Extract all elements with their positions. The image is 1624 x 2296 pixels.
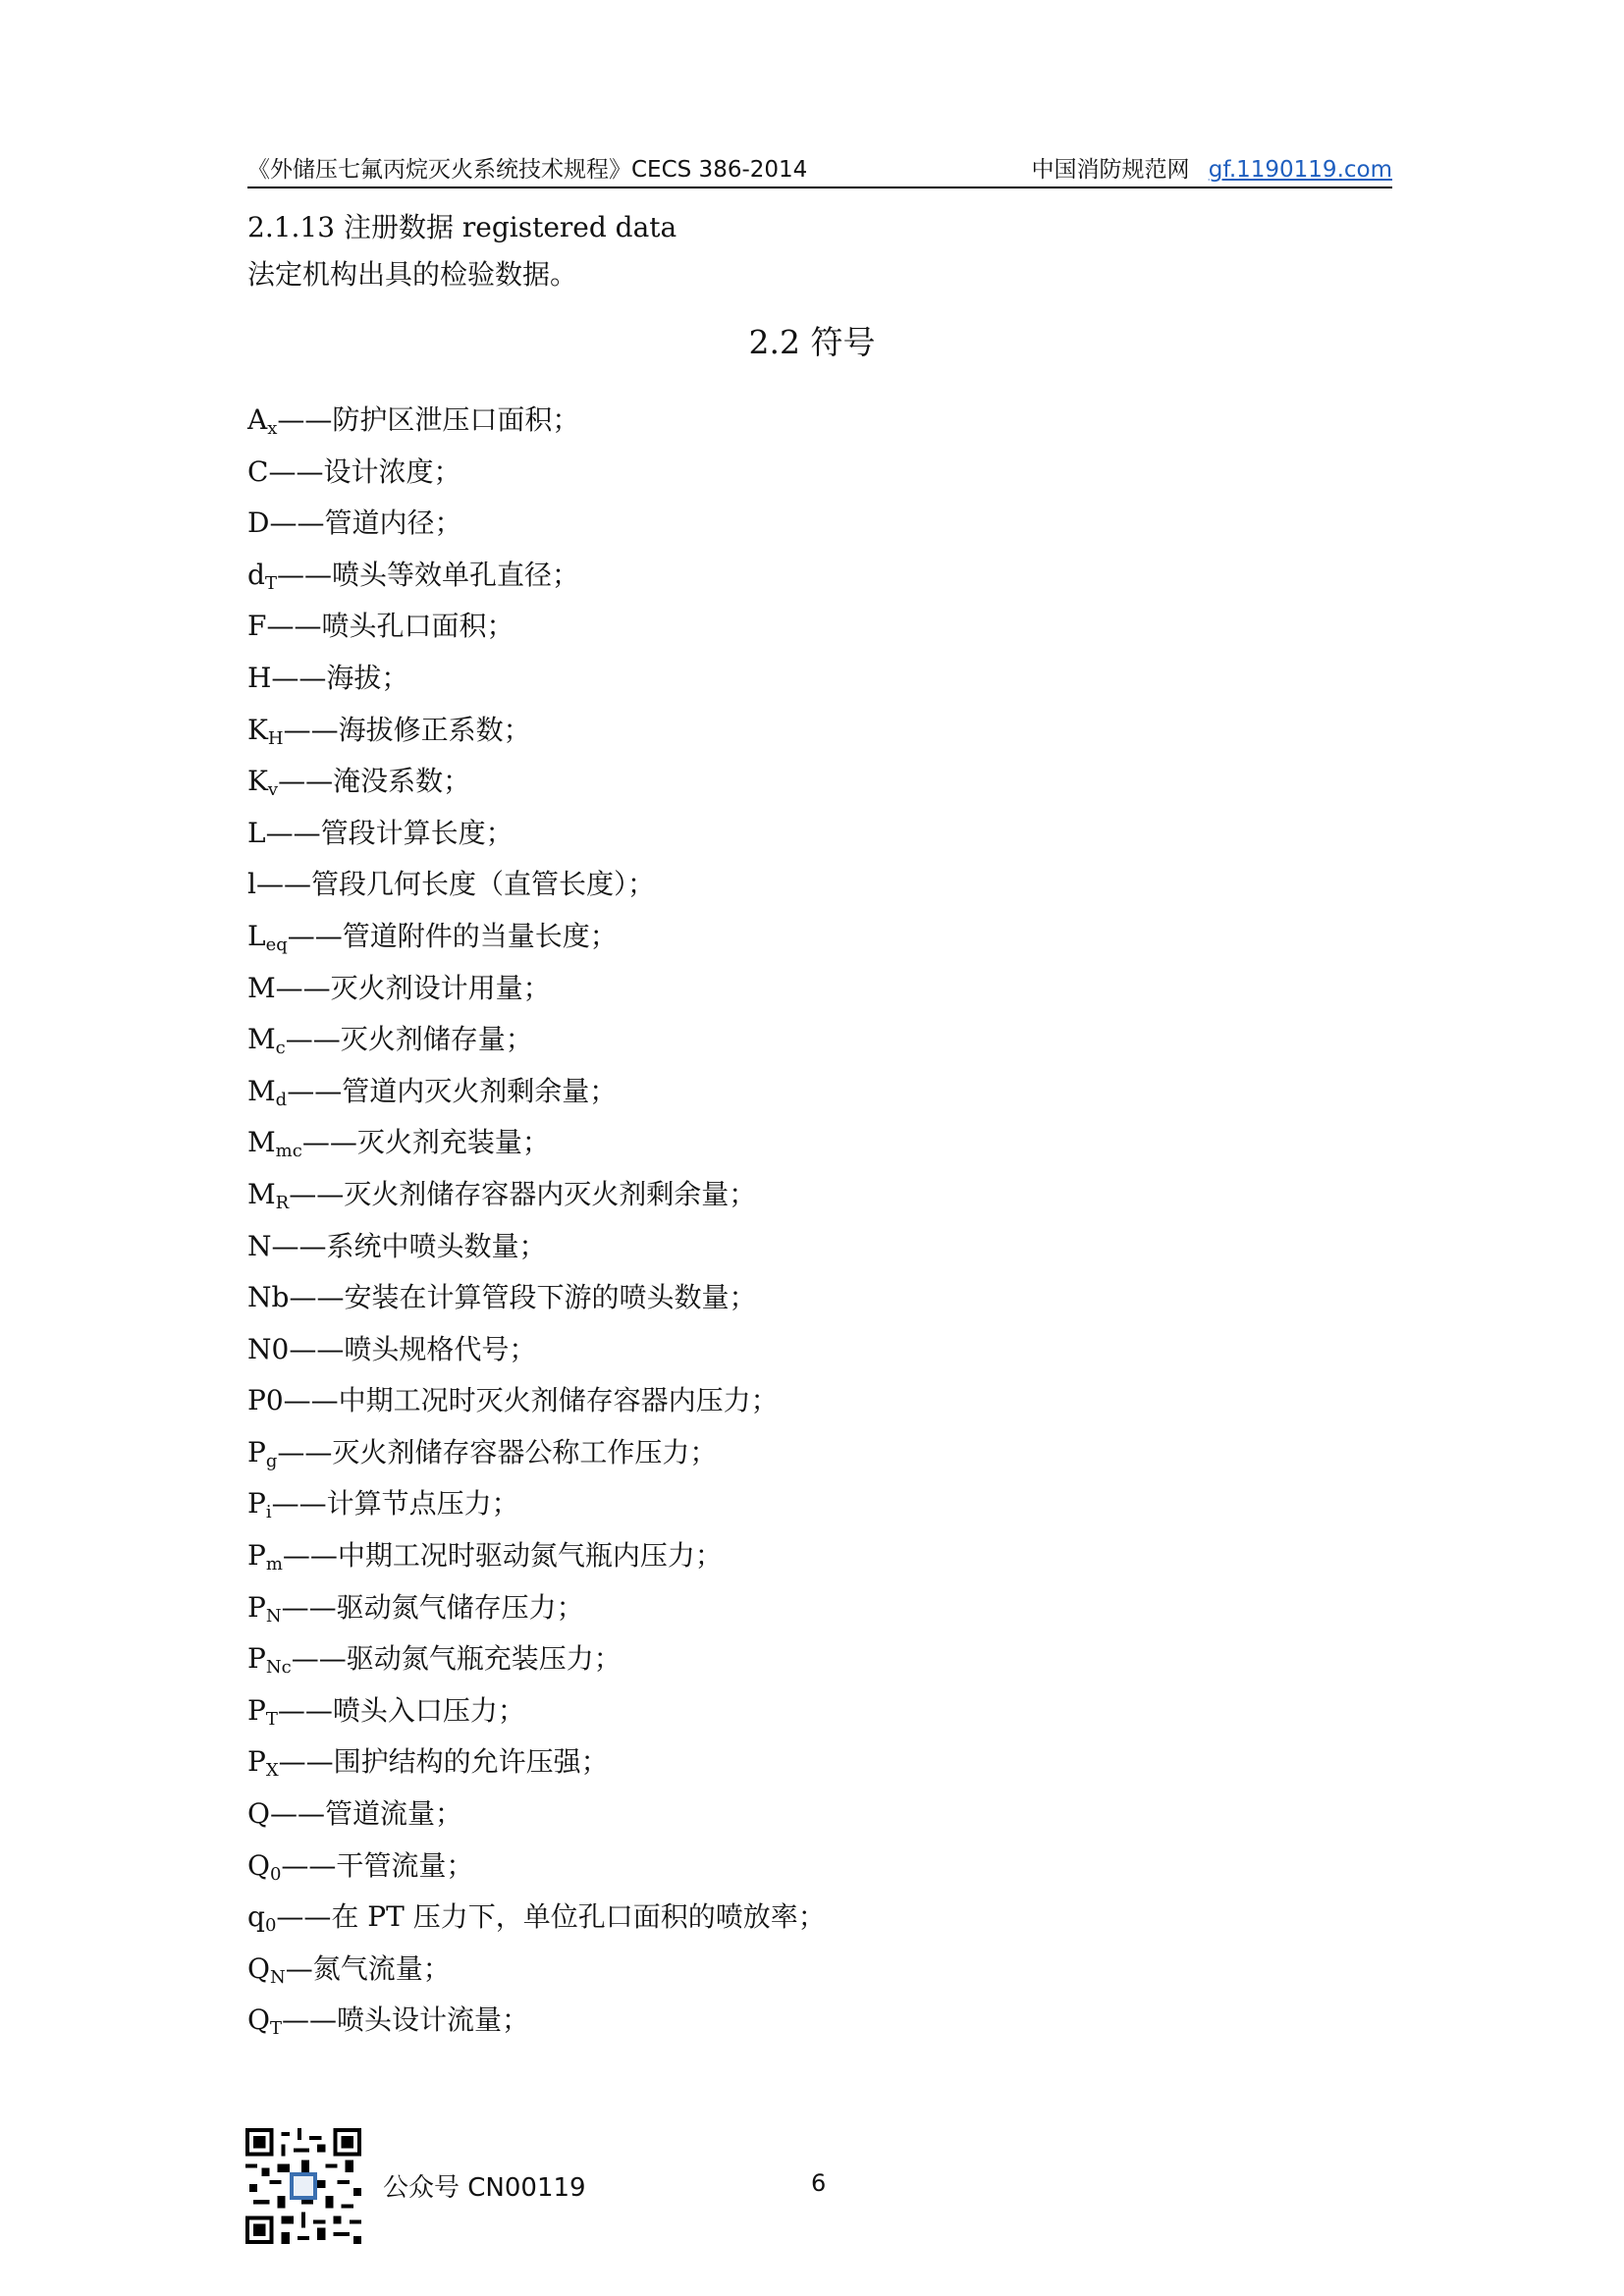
- symbol-letter: A: [247, 403, 268, 436]
- symbol-letter: D: [247, 507, 270, 540]
- qr-code-icon: [245, 2128, 361, 2244]
- symbol-letter: Q: [247, 1797, 270, 1831]
- symbol-letter: Q: [247, 1951, 270, 1985]
- symbol-item: [247, 395, 826, 447]
- section-title: 2.2 符号: [748, 323, 876, 361]
- symbol-letter: P: [247, 1590, 266, 1624]
- symbol-item: [247, 1272, 826, 1324]
- symbol-subscript: m: [265, 1554, 283, 1575]
- symbol-letter: l: [247, 868, 256, 901]
- symbol-letter: M: [247, 1023, 276, 1056]
- symbol-description: ——在 PT 压力下，单位孔口面积的喷放率；: [276, 1900, 826, 1934]
- symbol-description: ——灭火剂充装量；: [301, 1126, 550, 1159]
- symbol-letter: C: [247, 454, 269, 488]
- symbol-description: ——管道内灭火剂剩余量；: [287, 1074, 618, 1107]
- symbol-item: [247, 447, 826, 499]
- symbol-item: [247, 963, 826, 1015]
- symbol-letter: M: [247, 971, 276, 1004]
- symbol-letter: F: [247, 610, 267, 643]
- symbol-letter: M: [247, 1177, 276, 1210]
- symbol-letter: N0: [247, 1332, 290, 1365]
- symbol-subscript: T: [269, 2018, 282, 2040]
- symbol-letter: Q: [247, 1848, 270, 1882]
- symbol-item: [247, 1066, 826, 1118]
- clause-heading: 2.1.13 注册数据 registered data: [247, 211, 677, 243]
- symbol-subscript: x: [267, 418, 278, 439]
- symbol-item: [247, 1478, 826, 1530]
- symbol-description: ——设计浓度；: [268, 454, 461, 488]
- symbol-description: ——喷头入口压力；: [277, 1693, 525, 1727]
- symbol-description: ——驱动氮气瓶充装压力；: [291, 1642, 622, 1676]
- symbol-item: [247, 1530, 826, 1582]
- symbol-letter: K: [247, 713, 268, 746]
- symbol-item: [247, 1841, 826, 1893]
- symbol-letter: q: [247, 1900, 265, 1934]
- symbol-item: [247, 498, 826, 550]
- symbol-subscript: H: [267, 727, 284, 749]
- symbol-item: [247, 1892, 826, 1944]
- symbol-subscript: i: [265, 1502, 272, 1523]
- wechat-account: 公众号 CN00119: [383, 2173, 586, 2203]
- symbol-item: [247, 601, 826, 653]
- symbol-item: [247, 1169, 826, 1221]
- site-link[interactable]: gf.1190119.com: [1208, 157, 1392, 183]
- symbol-description: ——管段计算长度；: [265, 816, 514, 849]
- symbol-subscript: Nc: [265, 1657, 292, 1679]
- symbol-subscript: T: [265, 1708, 278, 1730]
- symbol-subscript: 0: [269, 1863, 282, 1885]
- symbol-subscript: X: [265, 1760, 279, 1782]
- symbol-item: [247, 1375, 826, 1427]
- symbol-item: [247, 1582, 826, 1634]
- symbol-item: [247, 1736, 826, 1789]
- symbol-item: [247, 705, 826, 757]
- symbol-item: [247, 1944, 826, 1996]
- symbol-description: ——管道附件的当量长度；: [287, 919, 618, 952]
- symbol-description: ——计算节点压力；: [271, 1487, 519, 1521]
- symbol-description: ——海拔修正系数；: [283, 713, 531, 746]
- symbol-description: ——干管流量；: [281, 1848, 474, 1882]
- symbol-description: ——驱动氮气储存压力；: [281, 1590, 584, 1624]
- symbol-item: [247, 808, 826, 860]
- symbol-letter: P: [247, 1642, 266, 1676]
- symbol-description: ——灭火剂设计用量；: [275, 971, 551, 1004]
- symbol-item: [247, 1324, 826, 1376]
- symbol-letter: Q: [247, 2003, 270, 2037]
- symbol-letter: d: [247, 558, 265, 591]
- symbol-letter: N: [247, 1229, 272, 1262]
- symbol-item: [247, 756, 826, 808]
- symbol-letter: K: [247, 765, 268, 798]
- symbol-item: [247, 1014, 826, 1066]
- symbol-description: ——中期工况时驱动氮气瓶内压力；: [282, 1539, 723, 1573]
- document-title: 《外储压七氟丙烷灭火系统技术规程》CECS 386-2014: [247, 157, 808, 183]
- symbol-description: ——海拔；: [271, 661, 409, 694]
- symbol-subscript: T: [264, 572, 277, 594]
- symbol-letter: H: [247, 661, 272, 694]
- symbol-subscript: mc: [275, 1141, 302, 1162]
- symbol-item: [247, 911, 826, 963]
- symbol-letter: P: [247, 1745, 266, 1779]
- symbol-subscript: d: [275, 1089, 288, 1110]
- symbol-description: ——管道内径；: [269, 507, 462, 540]
- symbol-item: [247, 1789, 826, 1841]
- symbol-letter: P0: [247, 1384, 284, 1417]
- symbol-letter: L: [247, 816, 266, 849]
- symbol-subscript: R: [275, 1192, 290, 1213]
- page-number: 6: [811, 2169, 827, 2197]
- symbol-description: —氮气流量；: [285, 1951, 451, 1985]
- symbol-item: [247, 1685, 826, 1737]
- symbol-subscript: N: [265, 1605, 282, 1627]
- symbol-description: ——淹没系数；: [278, 765, 471, 798]
- symbol-item: [247, 1633, 826, 1685]
- symbol-item: [247, 1427, 826, 1479]
- symbol-description: ——中期工况时灭火剂储存容器内压力；: [283, 1384, 779, 1417]
- symbol-item: [247, 653, 826, 705]
- symbol-item: [247, 859, 826, 911]
- symbol-description: ——灭火剂储存容器内灭火剂剩余量；: [289, 1177, 757, 1210]
- symbol-item: [247, 550, 826, 602]
- symbol-letter: P: [247, 1693, 266, 1727]
- site-info: [1031, 153, 1392, 187]
- symbol-item: [247, 1221, 826, 1273]
- symbol-description: ——喷头设计流量；: [281, 2003, 529, 2037]
- symbol-letter: M: [247, 1126, 276, 1159]
- symbol-description: ——管道流量；: [269, 1797, 462, 1831]
- symbol-description: ——围护结构的允许压强；: [278, 1745, 609, 1779]
- symbol-description: ——喷头等效单孔直径；: [276, 558, 579, 591]
- clause-text: 法定机构出具的检验数据。: [247, 258, 578, 291]
- symbol-item: [247, 1995, 826, 2047]
- symbol-description: ——灭火剂储存容器公称工作压力；: [277, 1435, 718, 1468]
- symbol-subscript: N: [269, 1966, 286, 1988]
- symbol-letter: P: [247, 1487, 266, 1521]
- symbol-subscript: c: [275, 1038, 286, 1059]
- symbol-description: ——喷头孔口面积；: [266, 610, 514, 643]
- site-name: 中国消防规范网: [1031, 157, 1190, 183]
- symbol-description: ——安装在计算管段下游的喷头数量；: [289, 1281, 757, 1314]
- symbol-subscript: v: [267, 779, 279, 801]
- symbol-description: ——系统中喷头数量；: [271, 1229, 547, 1262]
- symbol-subscript: 0: [264, 1915, 277, 1937]
- page-header: [247, 153, 1392, 188]
- symbol-description: ——管段几何长度（直管长度）；: [255, 868, 655, 901]
- symbol-description: ——喷头规格代号；: [289, 1332, 537, 1365]
- symbol-letter: P: [247, 1539, 266, 1573]
- symbol-description: ——灭火剂储存量；: [285, 1023, 533, 1056]
- symbol-subscript: eq: [265, 934, 288, 955]
- symbol-letter: L: [247, 919, 266, 952]
- symbol-item: [247, 1117, 826, 1169]
- symbol-description: ——防护区泄压口面积；: [277, 403, 580, 436]
- symbol-letter: Nb: [247, 1281, 290, 1314]
- symbol-letter: M: [247, 1074, 276, 1107]
- symbol-list: [247, 395, 826, 2047]
- symbol-letter: P: [247, 1435, 266, 1468]
- symbol-subscript: g: [265, 1450, 278, 1471]
